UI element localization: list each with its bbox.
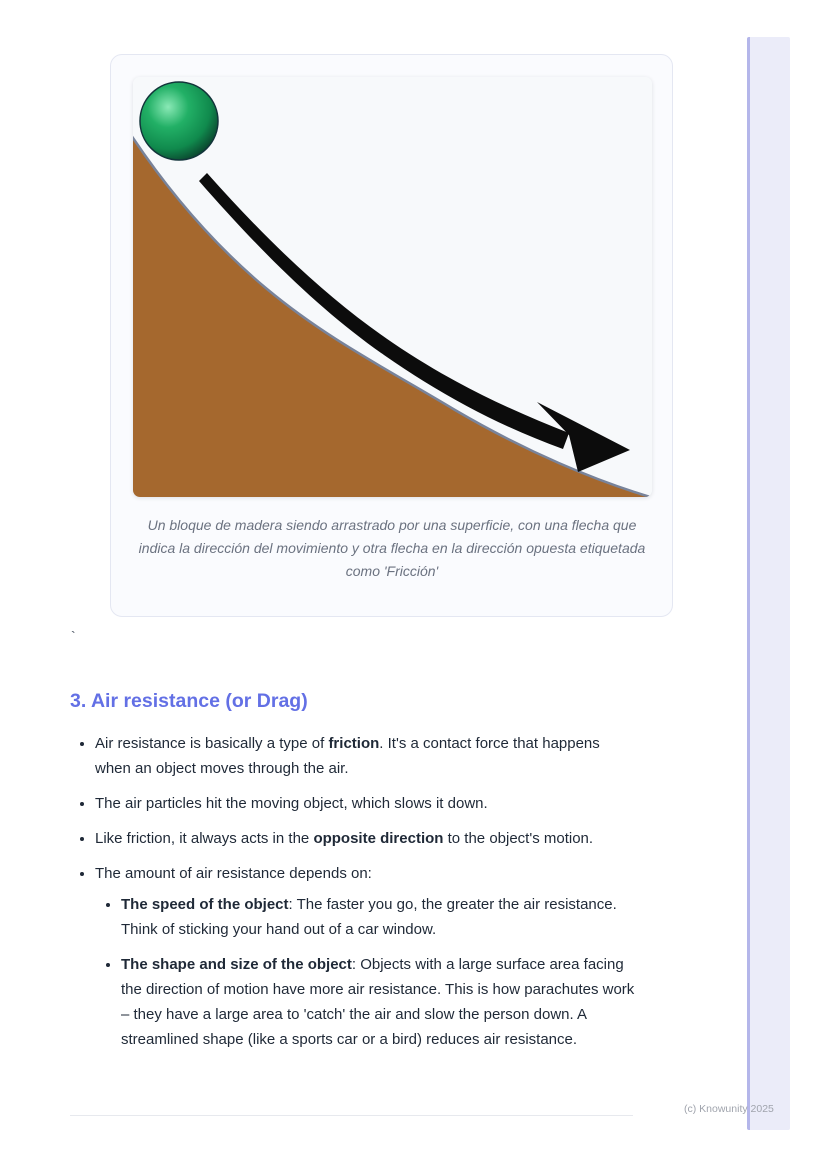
bullet-item: • Like friction, it always acts in the opposite direction to the object's motion.: [95, 826, 636, 851]
footer-credit: (c) Knowunity 2025: [684, 1103, 774, 1115]
bullet-item: • The air particles hit the moving object, which slows it down.: [95, 791, 636, 816]
figure-caption: Un bloque de madera siendo arrastrado por una superficie, con una flecha que indica la dirección del movimiento y otra flecha en la dirección opuesta etiquetada como 'Fricción': [138, 517, 646, 579]
bullet-text: The amount of air resistance depends on:: [95, 865, 372, 882]
nested-bullet-item: • The speed of the object: The faster you go, the greater the air resistance. Think of sticking your hand out of a car window.: [121, 892, 636, 942]
green-ball: [140, 82, 218, 160]
bullet-item: • Air resistance is basically a type of friction. It's a contact force that happens when an object moves through the air.: [95, 731, 636, 781]
stray-backtick-text: `: [71, 628, 76, 644]
section-heading: 3. Air resistance (or Drag): [70, 690, 308, 712]
bullet-list: [70, 731, 636, 1052]
bullet-item: [95, 861, 636, 1052]
scrollbar-track[interactable]: [747, 37, 790, 1130]
bottom-divider: [70, 1115, 633, 1116]
nested-bullet-list: [95, 892, 636, 1052]
figure-card: [110, 54, 673, 617]
figure-image: [133, 77, 652, 497]
nested-bullet-item: • The shape and size of the object: Objects with a large surface area facing the direction of motion have more air resistance. This is how parachutes work – they have a large area to 'catch' the air and slow the person down. A streamlined shape (like a sports car or a bird) reduces air resistance.: [121, 952, 636, 1052]
slope-illustration: [133, 77, 652, 497]
section-body: [70, 731, 636, 1062]
